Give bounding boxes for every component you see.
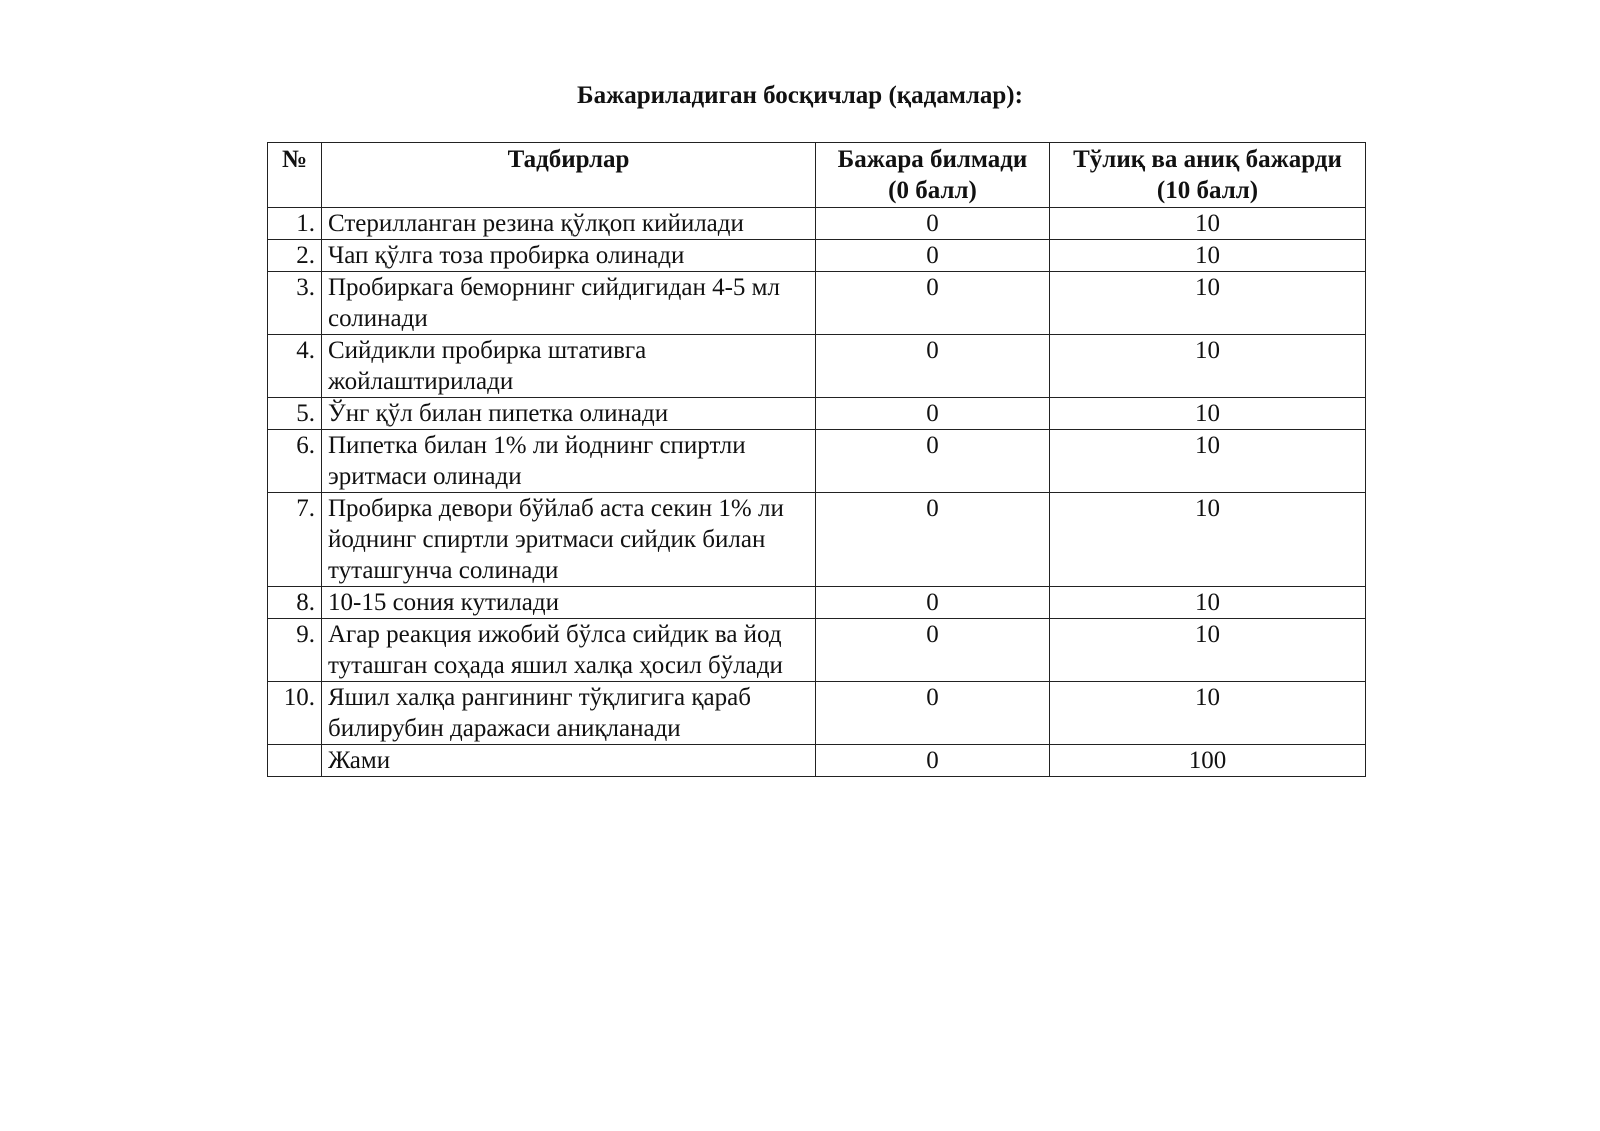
row-fail-score: 0 (816, 619, 1050, 682)
row-activity: Ўнг қўл билан пипетка олинади (322, 398, 816, 430)
row-number: 8. (268, 587, 322, 619)
header-fail (816, 143, 1050, 208)
row-activity: 10-15 сония кутилади (322, 587, 816, 619)
row-activity: Яшил халқа рангининг тўқлигига қараб билирубин даражаси аниқланади (322, 682, 816, 745)
row-full-score: 10 (1050, 493, 1366, 587)
row-fail-score: 0 (816, 208, 1050, 240)
page-title: Бажариладиган босқичлар (қадамлар): (577, 82, 1023, 109)
total-label: Жами (322, 745, 816, 777)
row-full-score: 10 (1050, 430, 1366, 493)
row-number: 1. (268, 208, 322, 240)
row-full-score: 10 (1050, 619, 1366, 682)
row-fail-score: 0 (816, 493, 1050, 587)
row-activity: Сийдикли пробирка штативга жойлаштирилади (322, 335, 816, 398)
row-number: 4. (268, 335, 322, 398)
table-row (268, 398, 1366, 430)
row-number: 3. (268, 272, 322, 335)
header-activity: Тадбирлар (322, 143, 816, 208)
row-full-score: 10 (1050, 240, 1366, 272)
total-row (268, 745, 1366, 777)
table-row (268, 335, 1366, 398)
total-number (268, 745, 322, 777)
row-fail-score: 0 (816, 682, 1050, 745)
row-number: 10. (268, 682, 322, 745)
row-number: 6. (268, 430, 322, 493)
table-row (268, 587, 1366, 619)
table-row (268, 493, 1366, 587)
table-row (268, 682, 1366, 745)
row-full-score: 10 (1050, 398, 1366, 430)
table-row (268, 619, 1366, 682)
row-fail-score: 0 (816, 335, 1050, 398)
header-fail-label: Бажара билмади (837, 146, 1028, 173)
row-full-score: 10 (1050, 208, 1366, 240)
table-row (268, 430, 1366, 493)
row-fail-score: 0 (816, 398, 1050, 430)
header-fail-points: (0 балл) (888, 177, 977, 204)
row-number: 7. (268, 493, 322, 587)
row-fail-score: 0 (816, 240, 1050, 272)
row-activity: Стерилланган резина қўлқоп кийилади (322, 208, 816, 240)
row-fail-score: 0 (816, 272, 1050, 335)
row-activity: Пипетка билан 1% ли йоднинг спиртли эритмаси олинади (322, 430, 816, 493)
row-number: 9. (268, 619, 322, 682)
header-full (1050, 143, 1366, 208)
row-full-score: 10 (1050, 682, 1366, 745)
row-activity: Чап қўлга тоза пробирка олинади (322, 240, 816, 272)
row-fail-score: 0 (816, 430, 1050, 493)
table-row (268, 208, 1366, 240)
row-activity: Пробирка девори бўйлаб аста секин 1% ли йоднинг спиртли эритмаси сийдик билан туташгунча солинади (322, 493, 816, 587)
header-full-label: Тўлиқ ва аниқ бажарди (1073, 146, 1342, 173)
row-activity: Агар реакция ижобий бўлса сийдик ва йод туташган соҳада яшил халқа ҳосил бўлади (322, 619, 816, 682)
header-full-points: (10 балл) (1156, 177, 1259, 204)
row-full-score: 10 (1050, 272, 1366, 335)
row-full-score: 10 (1050, 335, 1366, 398)
row-activity: Пробиркага беморнинг сийдигидан 4-5 мл солинади (322, 272, 816, 335)
total-fail-score: 0 (816, 745, 1050, 777)
table-header-row (268, 143, 1366, 208)
steps-table (267, 142, 1366, 777)
row-fail-score: 0 (816, 587, 1050, 619)
table-row (268, 272, 1366, 335)
total-full-score: 100 (1050, 745, 1366, 777)
table-row (268, 240, 1366, 272)
row-number: 5. (268, 398, 322, 430)
header-num: № (268, 143, 322, 208)
row-full-score: 10 (1050, 587, 1366, 619)
row-number: 2. (268, 240, 322, 272)
